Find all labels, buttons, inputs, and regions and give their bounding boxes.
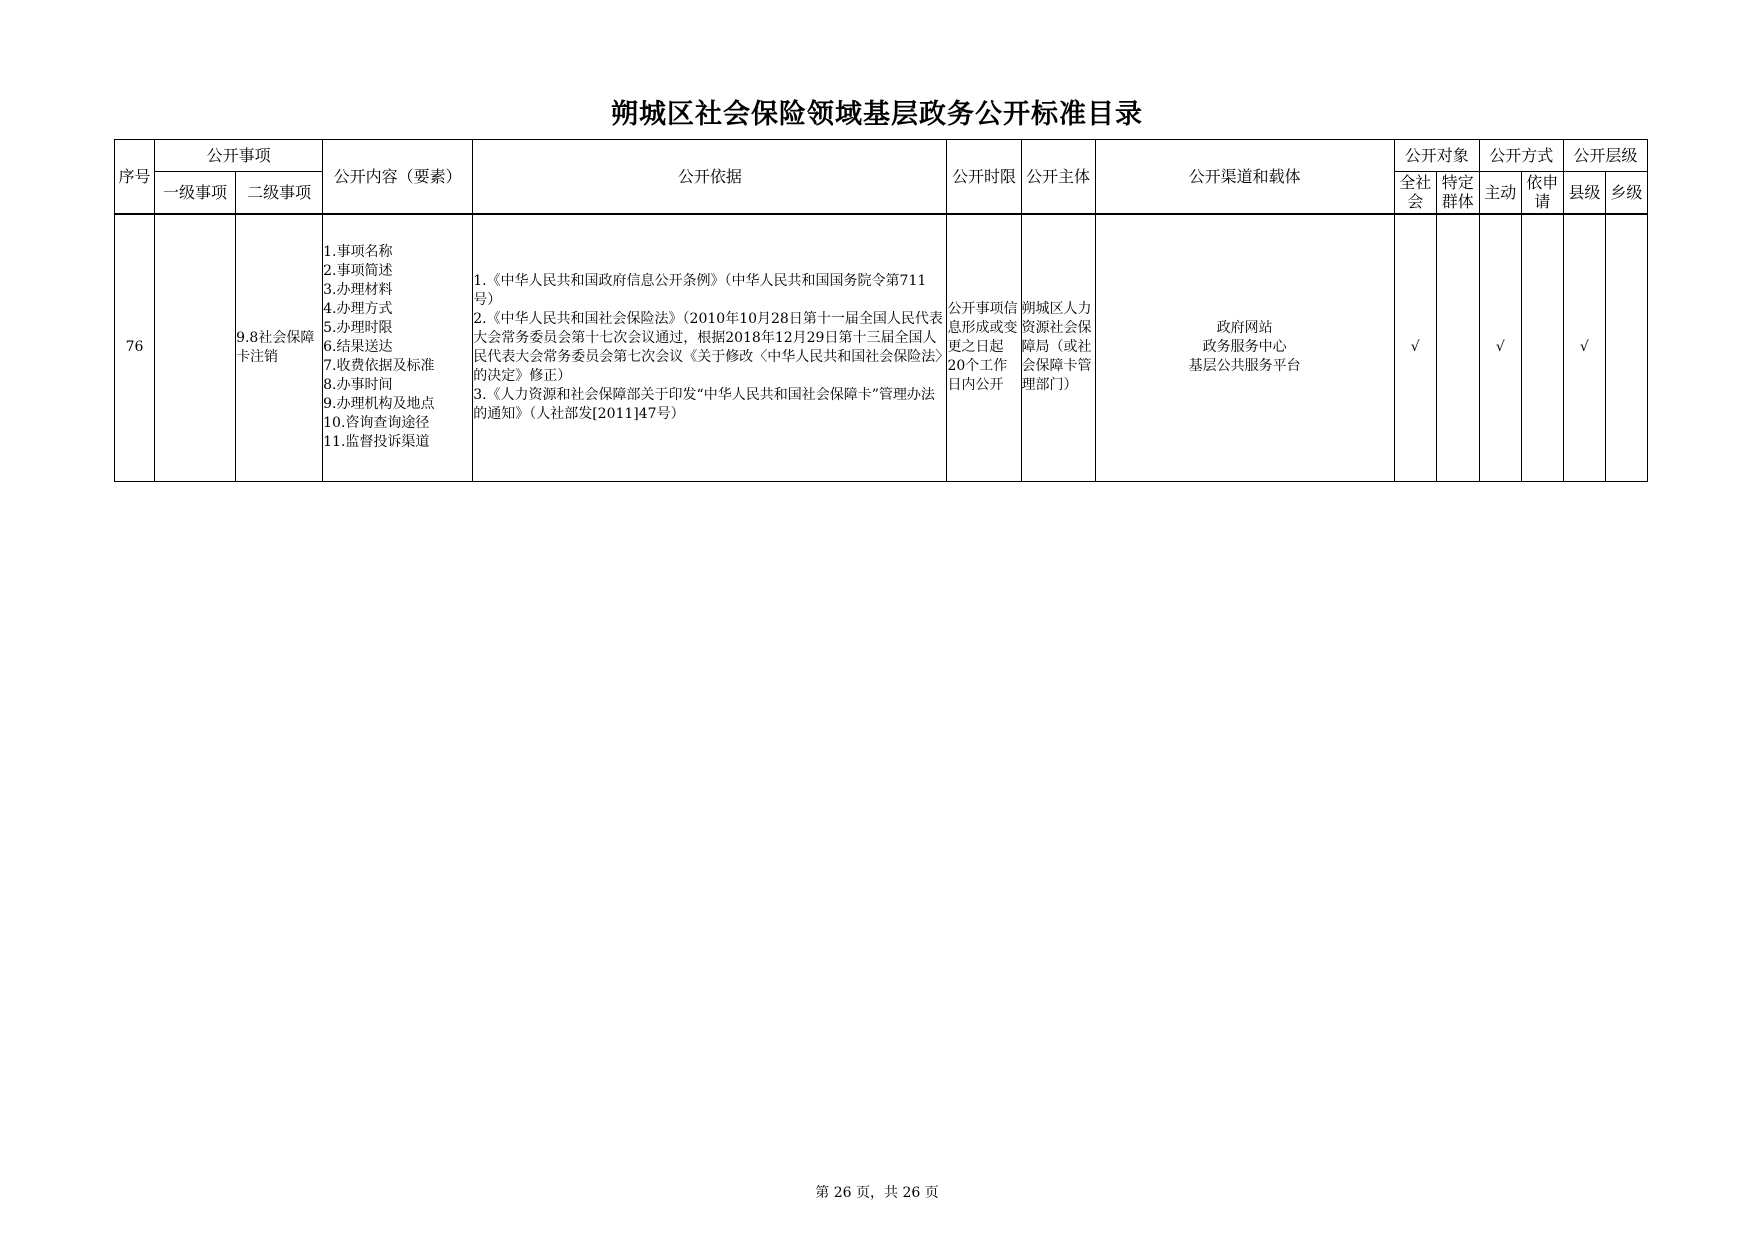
cell-target-specific — [1436, 214, 1479, 482]
header-method-request: 依申请 — [1521, 172, 1563, 214]
cell-method-active-check: √ — [1479, 214, 1521, 482]
basis-item: 2.《中华人民共和国社会保险法》（2010年10月28日第十一届全国人民代表大会常务委员会第十七次会议通过，根据2018年12月29日第十三届全国人民代表大会常务委员会第七次会议《关于修改〈中华人民共和国社会保险法〉的决定》修正） — [473, 310, 943, 384]
content-item: 8.办事时间 — [323, 377, 393, 394]
content-item: 3.办理材料 — [323, 282, 393, 299]
content-item: 9.办理机构及地点 — [323, 396, 435, 413]
cell-level2: 9.8社会保障卡注销 — [236, 214, 323, 482]
header-basis: 公开依据 — [473, 140, 947, 214]
content-item: 10.咨询查询途径 — [323, 415, 430, 432]
content-item: 11.监督投诉渠道 — [323, 434, 430, 451]
header-level-county: 县级 — [1563, 172, 1605, 214]
channel-item: 政务服务中心 — [1202, 339, 1287, 356]
header-level2: 二级事项 — [236, 172, 323, 214]
header-target-all: 全社会 — [1394, 172, 1436, 214]
header-target: 公开对象 — [1394, 140, 1479, 172]
channel-item: 政府网站 — [1216, 320, 1273, 337]
header-target-specific: 特定群体 — [1436, 172, 1479, 214]
cell-seq: 76 — [115, 214, 155, 482]
header-level: 公开层级 — [1563, 140, 1647, 172]
content-item: 4.办理方式 — [323, 301, 393, 318]
header-matters: 公开事项 — [155, 140, 323, 172]
header-level-township: 乡级 — [1605, 172, 1647, 214]
cell-time-limit: 公开事项信息形成或变更之日起20个工作日内公开 — [947, 214, 1021, 482]
cell-content — [323, 214, 473, 482]
cell-method-request — [1521, 214, 1563, 482]
page-title: 朔城区社会保险领域基层政务公开标准目录 — [611, 99, 1143, 130]
header-time-limit: 公开时限 — [947, 140, 1021, 214]
cell-basis — [473, 214, 947, 482]
content-item: 7.收费依据及标准 — [323, 358, 435, 375]
basis-item: 3.《人力资源和社会保障部关于印发“中华人民共和国社会保障卡”管理办法的通知》（人社部发[2011]47号） — [473, 386, 935, 422]
header-method-active: 主动 — [1479, 172, 1521, 214]
basis-item: 1.《中华人民共和国政府信息公开条例》（中华人民共和国国务院令第711号） — [473, 272, 927, 308]
channel-item: 基层公共服务平台 — [1188, 358, 1301, 375]
header-content: 公开内容（要素） — [323, 140, 473, 214]
content-item: 1.事项名称 — [323, 244, 393, 261]
page-footer: 第 26 页，共 26 页 — [815, 1185, 939, 1201]
content-item: 6.结果送达 — [323, 339, 393, 356]
content-item: 5.办理时限 — [323, 320, 393, 337]
header-subject: 公开主体 — [1021, 140, 1095, 214]
cell-target-all-check: √ — [1394, 214, 1436, 482]
table-row — [115, 214, 1648, 482]
cell-level-county-check: √ — [1563, 214, 1605, 482]
header-method: 公开方式 — [1479, 140, 1563, 172]
table-header — [115, 140, 1648, 214]
header-channel: 公开渠道和载体 — [1095, 140, 1394, 214]
cell-level-township — [1605, 214, 1647, 482]
content-item: 2.事项简述 — [323, 263, 393, 280]
header-seq: 序号 — [115, 140, 155, 214]
catalog-table — [114, 139, 1648, 482]
header-level1: 一级事项 — [155, 172, 236, 214]
cell-level1 — [155, 214, 236, 482]
cell-subject: 朔城区人力资源社会保障局（或社会保障卡管理部门） — [1021, 214, 1095, 482]
cell-channel — [1095, 214, 1394, 482]
